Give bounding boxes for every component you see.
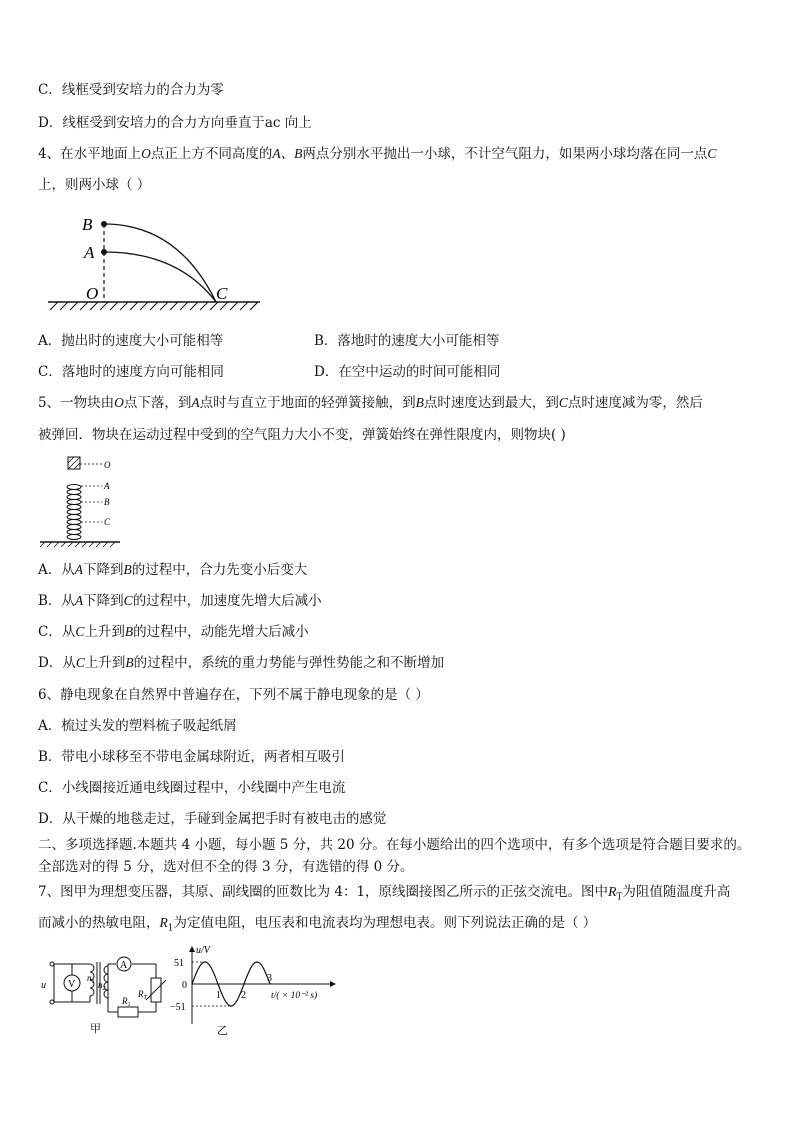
q4-stem-text: 4、在水平地面上 [38,146,142,162]
trajectory-b [104,224,216,302]
label-a: A [84,243,95,262]
figure-caption-yi: 乙 [217,1025,228,1037]
input-terminal-bottom [50,1000,54,1004]
q7-stem-line-2 [38,914,596,938]
label-o: O [104,460,111,470]
q5-option-text: D．从 [38,655,76,671]
q5-stem-line-1 [38,394,703,412]
q7-circuit-figure [38,952,170,1036]
q6-option-c: C．小线圈接近通电线圈过程中，小线圈中产生电流 [38,780,346,796]
y-axis-arrow [189,946,195,952]
q4-stem-text: 两点分别水平抛出一小球，不计空气阻力，如果两小球均落在同一点 [302,146,708,162]
q5-option-point: C [75,624,85,639]
q3-option-c: C．线框受到安培力的合力为零 [38,82,224,98]
label-c: C [104,517,111,527]
y-tick-zero: 0 [182,980,187,991]
q4-point-o: O [141,146,151,161]
x-tick-1: 1 [216,990,221,1001]
voltmeter-label: V [68,979,76,990]
q5-stem-text: 点下落，到 [123,395,192,411]
q6-option-d: D．从干燥的地毯走过，手碰到金属把手时有被电击的感觉 [38,811,387,827]
q4-point-c: C [707,146,717,161]
q5-option-text: 上升到 [84,624,125,640]
q5-option-point: C [123,593,133,608]
q5-option-point: B [123,562,132,577]
x-tick-2: 2 [241,990,246,1001]
ground-hatching [50,302,258,310]
n1-label: $n_1$ [87,973,95,985]
q5-point-o: O [114,395,124,410]
q5-option-point: B [124,624,134,639]
q5-option-text: 的过程中，动能先增大后减小 [133,624,309,640]
q7-stem-text: 为阻值随温度升高 [622,884,731,900]
q5-option-text: 下降到 [83,562,124,578]
q5-option-text: A．从 [38,562,75,578]
q5-option-text: 的过程中，系统的重力势能与弹性势能之和不断增加 [133,655,445,671]
q7-symbol-rt-sub: T [616,892,623,903]
q5-option-d [38,654,444,672]
q5-option-a [38,561,307,579]
q6-stem: 6、静电现象在自然界中普遍存在，下列不属于静电现象的是（ ） [38,687,429,703]
q4-option-a: A．抛出时的速度大小可能相等 [38,333,224,349]
ammeter-label: A [120,960,128,971]
x-axis-label: t/( × 10⁻² s) [271,991,318,1001]
point-b-dot [101,221,107,227]
figure-caption-jia: 甲 [90,1023,101,1035]
q5-point-c: C [558,395,568,410]
q4-option-c: C．落地时的速度方向可能相同 [38,364,224,380]
y-axis-label: u/V [196,945,210,956]
q5-option-point: B [125,655,134,670]
q5-stem-text: 点时速度达到最大，到 [423,395,559,411]
q4-option-d: D．在空中运动的时间可能相同 [314,364,501,380]
q7-voltage-chart [170,944,340,1038]
q5-stem-text: 5、一物块由 [38,395,115,411]
q5-option-text: C．从 [38,624,76,640]
q7-stem-text: 7、图甲为理想变压器，其原、副线圈的匝数比为 4：1，原线圈接图乙所示的正弦交流电。图中 [38,884,609,900]
q4-stem-text: 点正上方不同高度的 [150,146,273,162]
q7-stem-text: 为定值电阻，电压表和电流表均为理想电表。则下列说法正确的是（ ） [173,915,597,931]
rt-label: $R_T$ [138,989,147,1001]
q4-points-ab: A、B [272,146,303,161]
q5-option-text: 的过程中，合力先变小后变大 [131,562,308,578]
q5-option-b [38,592,322,610]
x-tick-3: 3 [267,973,272,984]
q5-spring-figure [38,454,138,550]
section-2-heading-line-1: 二、多项选择题.本题共 4 小题，每小题 5 分，共 20 分。在每小题给出的四个选项中，有多个选项是符合题目要求的。 [38,837,751,853]
q5-option-point: A [74,562,83,577]
point-a-dot [101,249,107,255]
label-c: C [216,284,228,303]
q5-option-text: B．从 [38,593,75,609]
label-a: A [104,481,110,491]
x-axis-arrow [330,981,336,987]
q5-option-text: 上升到 [84,655,126,671]
ground-hatching [40,542,115,547]
q6-option-b: B．带电小球移至不带电金属球附近，两者相互吸引 [38,749,345,765]
q7-stem-text: 而减小的热敏电阻， [38,915,160,931]
q7-symbol-rt: R [608,884,617,899]
q4-projectile-figure [38,206,268,324]
q5-point-b: B [415,395,424,410]
section-2-heading-line-2: 全部选对的得 5 分，选对但不全的得 3 分，有选错的得 0 分。 [38,859,414,875]
q5-option-text: 的过程中，加速度先增大后减小 [132,593,322,609]
q5-stem-text: 点时与直立于地面的轻弹簧接触，到 [199,395,416,411]
q4-option-b: B．落地时的速度大小可能相等 [314,333,500,349]
label-b: B [82,215,93,234]
spring-coil [67,485,81,540]
q5-option-c [38,623,309,641]
r1-label: $R_1$ [122,996,131,1008]
q3-option-d: D．线框受到安培力的合力方向垂直于ac 向上 [38,115,312,131]
input-terminal-top [50,962,54,966]
q5-stem-text: 点时速度减为零，然后 [567,395,703,411]
q6-option-a: A．梳过头发的塑料梳子吸起纸屑 [38,718,237,734]
label-b: B [104,497,110,507]
y-tick-top: 51 [174,958,184,969]
y-tick-bottom: −51 [170,1002,186,1013]
q5-stem-line-2: 被弹回．物块在运动过程中受到的空气阻力大小不变，弹簧始终在弹性限度内，则物块( ) [38,427,566,443]
q4-stem-line-2: 上，则两小球（ ） [38,177,151,193]
n2-label: $n_2$ [98,980,106,992]
trajectory-a [104,252,216,302]
resistor-r1 [118,1007,138,1017]
label-o: O [86,284,99,303]
q5-option-point: A [74,593,84,608]
q5-point-a: A [191,395,200,410]
q7-stem-line-1 [38,883,730,907]
input-voltage-u: u [41,980,46,991]
q7-symbol-r1-sub: 1 [167,923,174,934]
q5-option-point: C [75,655,85,670]
q7-symbol-r1: R [159,915,168,930]
q4-stem-line-1 [38,145,716,163]
q5-option-text: 下降到 [83,593,124,609]
secondary-coil [104,966,108,998]
